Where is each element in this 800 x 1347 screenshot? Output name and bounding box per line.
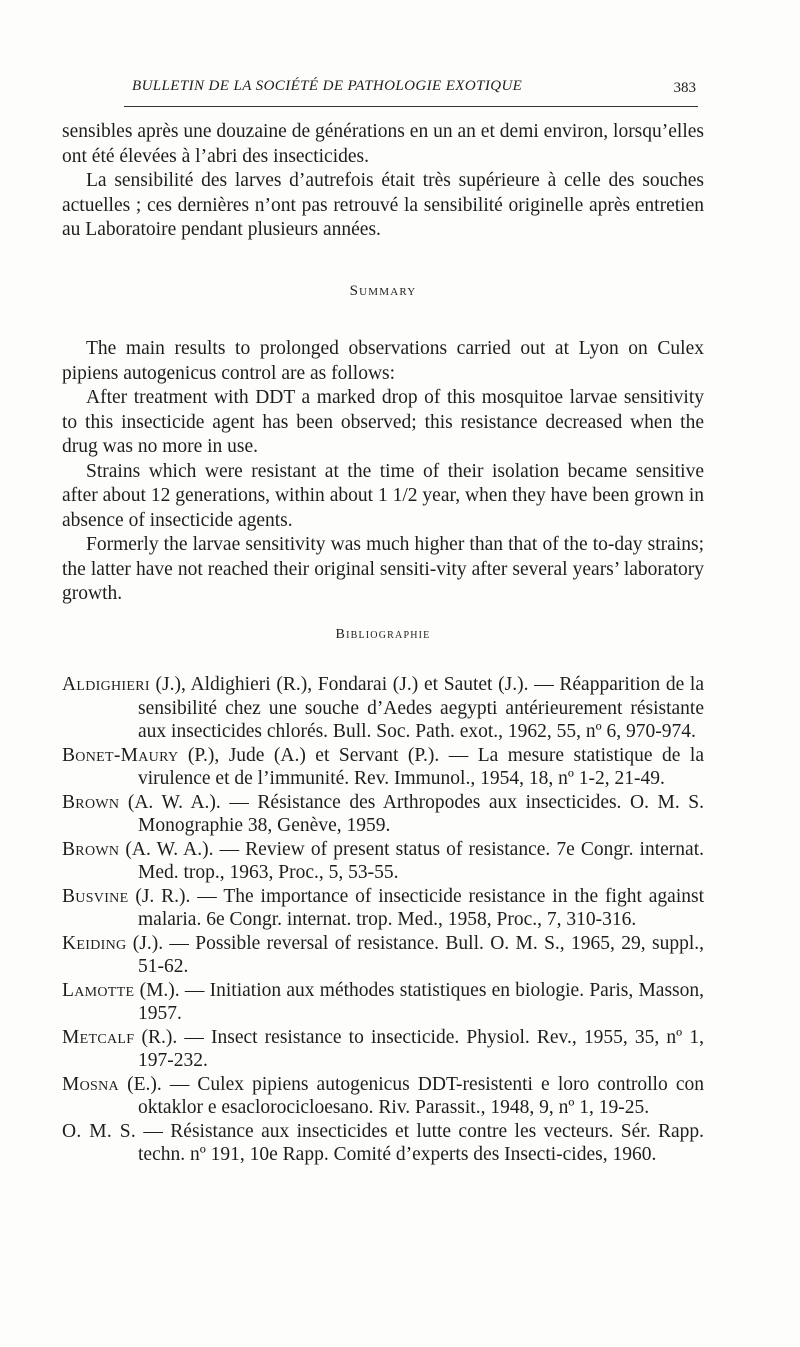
summary-paragraph-3: Strains which were resistant at the time of their isolation became sensitive after about 12 generations, within about 1 1/2 year, when they have been grown in absence of insecticide agents. bbox=[62, 460, 704, 531]
reference-entry bbox=[62, 838, 704, 885]
reference-author: Keiding bbox=[62, 932, 127, 954]
reference-details: (P.), Jude (A.) et Servant (P.). — La mesure statistique de la virulence et de l’immunité. Rev. Immunol., 1954, 18, nº 1-2, 21-49. bbox=[138, 744, 704, 789]
reference-entry bbox=[62, 673, 704, 744]
reference-author: Lamotte bbox=[62, 979, 135, 1001]
reference-details: — Résistance aux insecticides et lutte contre les vecteurs. Sér. Rapp. techn. nº 191, 10e Rapp. Comité d’experts des Insecti-cides, 1960. bbox=[136, 1120, 704, 1165]
summary-paragraph-1: The main results to prolonged observations carried out at Lyon on Culex pipiens autogenicus control are as follows: bbox=[62, 338, 704, 384]
reference-list bbox=[62, 673, 704, 1167]
reference-details: (J. R.). — The importance of insecticide resistance in the fight against malaria. 6e Congr. internat. trop. Med., 1958, Proc., 7, 310-316. bbox=[128, 885, 704, 930]
reference-author: Mosna bbox=[62, 1073, 119, 1095]
page-number: 383 bbox=[673, 80, 696, 96]
page-body bbox=[62, 120, 704, 1167]
reference-author: Metcalf bbox=[62, 1026, 135, 1048]
reference-entry bbox=[62, 791, 704, 838]
intro-paragraph-2: La sensibilité des larves d’autrefois était très supérieure à celle des souches actuelles ; ces dernières n’ont pas retrouvé la sensibilité originelle après entretien au Laboratoire pendant plusieurs années. bbox=[62, 170, 704, 240]
reference-details: (M.). — Initiation aux méthodes statistiques en biologie. Paris, Masson, 1957. bbox=[134, 979, 704, 1024]
reference-author: Brown bbox=[62, 791, 120, 813]
summary-heading: Summary bbox=[349, 282, 417, 299]
reference-entry bbox=[62, 885, 704, 932]
reference-entry bbox=[62, 744, 704, 791]
reference-details: (J.), Aldighieri (R.), Fondarai (J.) et Sautet (J.). — Réapparition de la sensibilité chez une souche d’Aedes aegypti antérieurement résistante aux insecticides chlorés. Bull. Soc. Path. exot., 1962, 55, nº 6, 970-974. bbox=[138, 674, 704, 742]
intro-paragraph-1: sensibles après une douzaine de générations en un an et demi environ, lorsqu’elles ont été élevées à l’abri des insecticides. bbox=[62, 121, 704, 167]
reference-entry bbox=[62, 1120, 704, 1167]
reference-entry bbox=[62, 1073, 704, 1120]
bibliography-heading: Bibliographie bbox=[335, 626, 431, 642]
reference-author: O. M. S. bbox=[62, 1120, 137, 1142]
reference-details: (E.). — Culex pipiens autogenicus DDT-resistenti e loro controllo con oktaklor e esaclorocicloesano. Riv. Parassit., 1948, 9, nº 1, 19-25. bbox=[118, 1073, 704, 1118]
reference-details: (J.). — Possible reversal of resistance. Bull. O. M. S., 1965, 29, suppl., 51-62. bbox=[126, 932, 704, 977]
reference-entry bbox=[62, 979, 704, 1026]
running-header bbox=[124, 78, 698, 107]
reference-details: (A. W. A.). — Résistance des Arthropodes aux insecticides. O. M. S. Monographie 38, Genève, 1959. bbox=[119, 791, 704, 836]
reference-author: Bonet-Maury bbox=[62, 744, 179, 766]
reference-entry bbox=[62, 932, 704, 979]
reference-author: Brown bbox=[62, 838, 120, 860]
reference-details: (A. W. A.). — Review of present status of resistance. 7e Congr. internat. Med. trop., 1963, Proc., 5, 53-55. bbox=[119, 838, 704, 883]
summary-paragraph-2: After treatment with DDT a marked drop of this mosquitoe larvae sensitivity to this insecticide agent has been observed; this resistance decreased when the drug was no more in use. bbox=[62, 387, 704, 457]
reference-author: Busvine bbox=[62, 885, 129, 907]
summary-paragraph-4: Formerly the larvae sensitivity was much higher than that of the to-day strains; the latter have not reached their original sensiti-vity after several years’ laboratory growth. bbox=[62, 534, 704, 604]
reference-author: Aldighieri bbox=[62, 674, 150, 695]
running-title: BULLETIN DE LA SOCIÉTÉ DE PATHOLOGIE EXOTIQUE bbox=[132, 78, 523, 94]
reference-entry bbox=[62, 1026, 704, 1073]
reference-details: (R.). — Insect resistance to insecticide. Physiol. Rev., 1955, 35, nº 1, 197-232. bbox=[134, 1026, 704, 1071]
